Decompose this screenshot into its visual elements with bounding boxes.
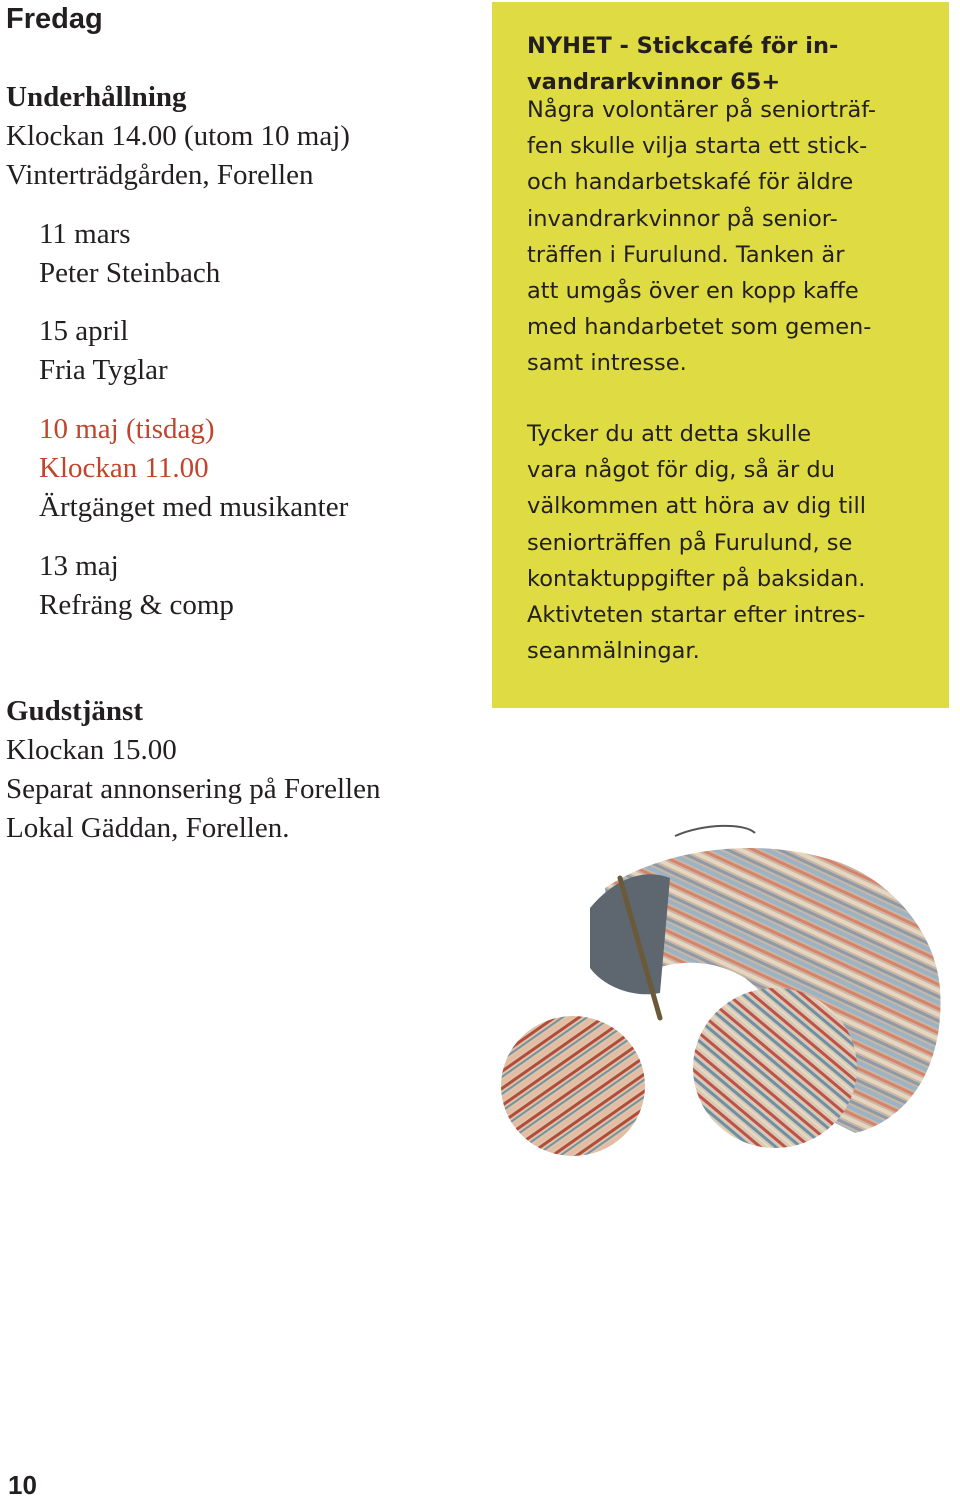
event-date: 15 april xyxy=(39,315,129,347)
news-paragraph-2: Tycker du att detta skulle vara något för dig, så är du välkommen att höra av dig till seniorträffen på Furulund, se kontaktuppgifter på baksidan. Aktivteten startar efter intres- seanmälningar. xyxy=(527,421,867,665)
service-time: Klockan 15.00 xyxy=(6,734,177,766)
event-time-highlight: Klockan 11.00 xyxy=(39,452,209,484)
news-paragraph-1: Några volontärer på seniorträf- fen skulle vilja starta ett stick- och handarbetskafé för äldre invandrarkvinnor på senior- träffen i Furulund. Tanken är att umgås över en kopp kaffe med handarbetet som gemen- samt intresse. xyxy=(527,97,877,377)
knitting-yarn-image xyxy=(495,818,955,1168)
event-name: Fria Tyglar xyxy=(39,354,168,386)
event-date: 13 maj xyxy=(39,550,119,582)
event-name: Ärtgänget med musikanter xyxy=(39,491,349,523)
service-location: Lokal Gäddan, Forellen. xyxy=(6,812,290,844)
entertainment-time: Klockan 14.00 (utom 10 maj) xyxy=(6,120,350,152)
entertainment-heading: Underhållning xyxy=(6,81,187,113)
page-number: 10 xyxy=(8,1470,37,1500)
event-date-highlight: 10 maj (tisdag) xyxy=(39,413,215,445)
event-name: Refräng & comp xyxy=(39,589,234,621)
news-title: NYHET - Stickcafé för in- vandrarkvinnor 65+ xyxy=(527,33,839,96)
service-heading: Gudstjänst xyxy=(6,695,143,727)
day-heading: Fredag xyxy=(6,3,103,35)
service-note: Separat annonsering på Forellen xyxy=(6,773,381,805)
event-name: Peter Steinbach xyxy=(39,257,221,289)
event-date: 11 mars xyxy=(39,218,131,250)
entertainment-location: Vinterträdgården, Forellen xyxy=(6,159,314,191)
